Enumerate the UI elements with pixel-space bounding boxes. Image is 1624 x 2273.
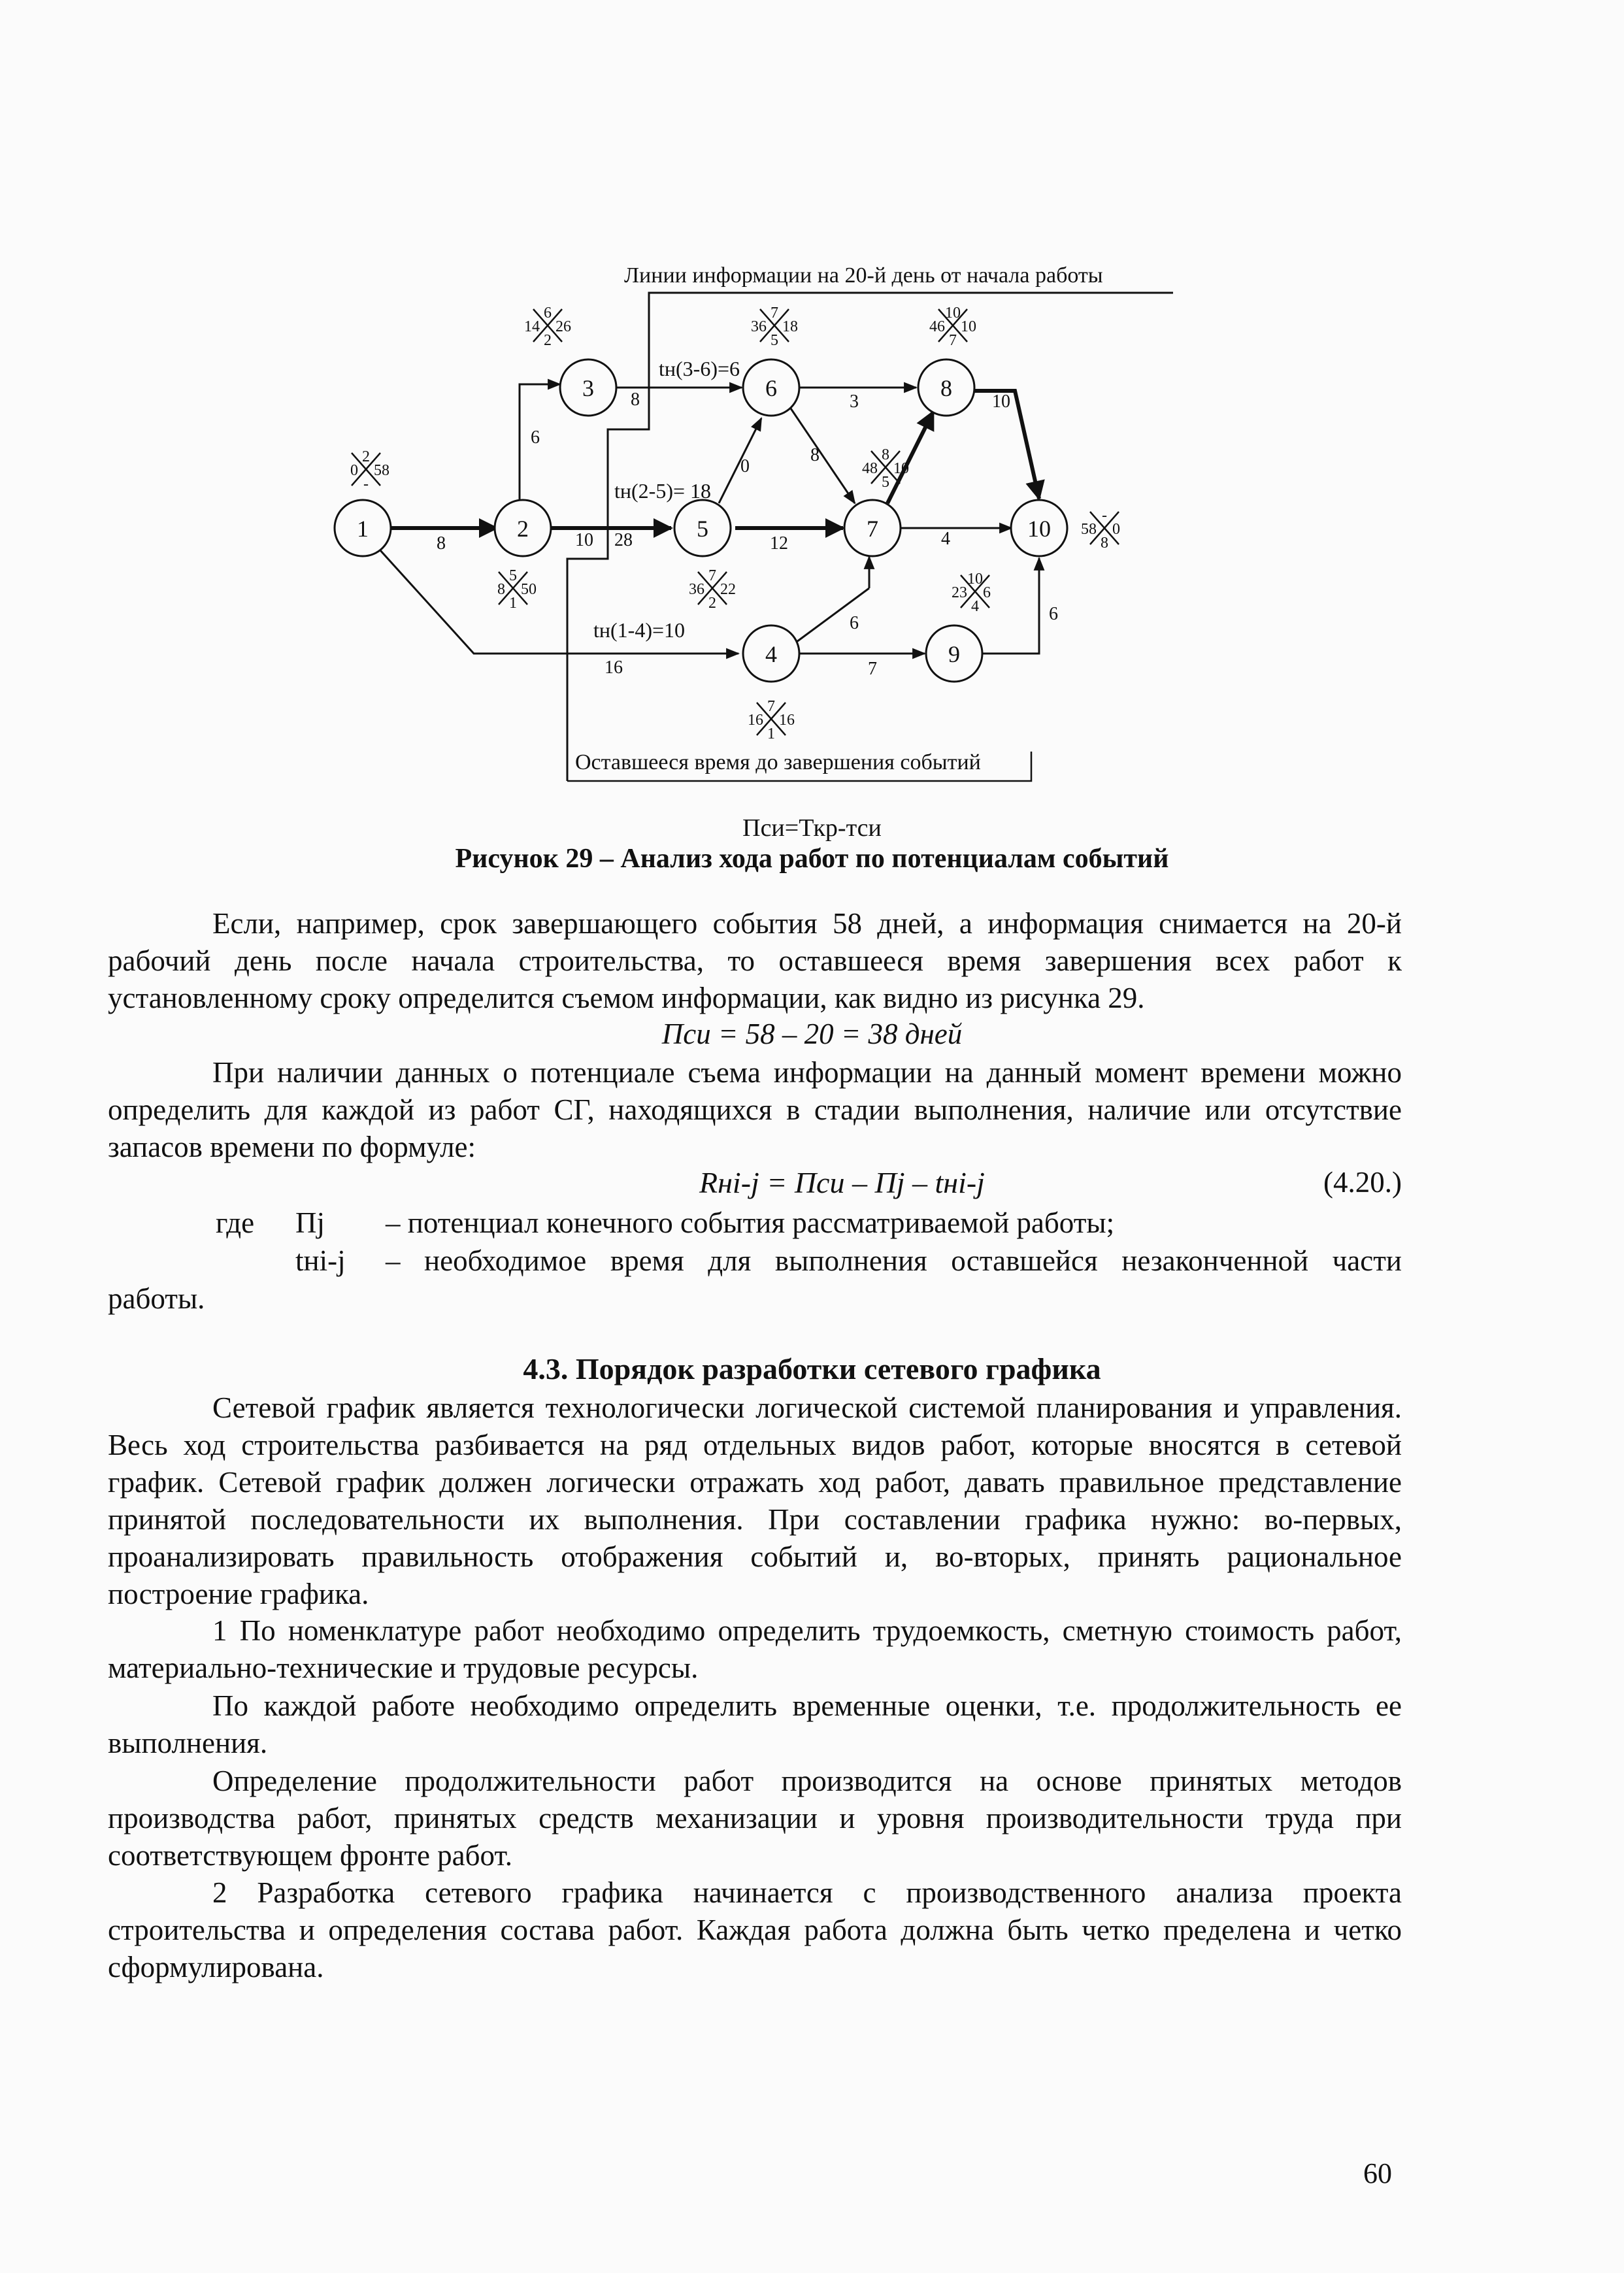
svg-text:5: 5 — [771, 332, 778, 349]
paragraph: При наличии данных о потенциале съема информации на данный момент времени можно определить для каждой из работ СГ, находящихся в стадии выполнения, наличие или отсутствие запасов времени по формуле: — [108, 1056, 1402, 1163]
event-mark-10 — [1081, 507, 1120, 552]
node-8-label: 8 — [940, 375, 952, 401]
node-3-label: 3 — [582, 375, 594, 401]
node-4-label: 4 — [765, 641, 777, 667]
svg-text:-: - — [363, 476, 369, 493]
svg-text:5: 5 — [509, 567, 517, 584]
svg-text:-: - — [1102, 507, 1107, 524]
figure-formula: Пси=Ткр-тси — [742, 814, 882, 842]
svg-text:6: 6 — [983, 584, 991, 601]
svg-text:8: 8 — [882, 446, 889, 463]
where-symbol: tнi-j — [295, 1244, 346, 1277]
svg-text:36: 36 — [689, 581, 704, 598]
svg-text:46: 46 — [929, 318, 945, 335]
svg-text:16: 16 — [748, 712, 763, 729]
node-6-label: 6 — [765, 375, 777, 401]
edge-6-7 — [791, 408, 855, 503]
edge-label: 10 — [992, 391, 1010, 412]
edge-label: 10 — [575, 530, 593, 550]
event-mark-8 — [929, 305, 976, 349]
edge-label: 16 — [605, 657, 623, 678]
info-line-label: Линии информации на 20-й день от начала работы — [624, 263, 1103, 288]
svg-text:10: 10 — [967, 571, 983, 588]
section-heading: 4.3. Порядок разработки сетевого графика — [523, 1352, 1101, 1385]
svg-text:8: 8 — [1101, 535, 1108, 552]
node-1-label: 1 — [357, 516, 369, 542]
svg-text:48: 48 — [862, 460, 878, 477]
event-mark-2 — [497, 567, 537, 612]
svg-text:10: 10 — [961, 318, 976, 335]
paragraph: Определение продолжительности работ производится на основе принятых методов производства работ, принятых средств механизации и уровня производительности труда при соответствующем фронте работ. — [108, 1765, 1402, 1872]
svg-text:7: 7 — [949, 332, 957, 349]
node-10-label: 10 — [1027, 516, 1051, 542]
edge-9-10 — [980, 558, 1039, 654]
remaining-time-3-6: tн(3-6)=6 — [659, 357, 740, 380]
event-mark-7 — [862, 446, 909, 491]
svg-text:10: 10 — [945, 305, 961, 322]
edge-2-3 — [520, 384, 560, 499]
svg-text:5: 5 — [882, 474, 889, 491]
svg-text:16: 16 — [779, 712, 795, 729]
node-5-label: 5 — [697, 516, 708, 542]
node-7-label: 7 — [867, 516, 878, 542]
svg-text:2: 2 — [708, 595, 716, 612]
svg-text:2: 2 — [362, 448, 370, 465]
event-mark-6 — [751, 305, 798, 349]
edge-label: 6 — [1049, 604, 1058, 624]
remaining-time-label: Оставшееся время до завершения событий — [575, 750, 981, 774]
event-mark-5 — [689, 567, 736, 612]
edge-label: 8 — [437, 533, 446, 554]
svg-text:4: 4 — [971, 598, 979, 615]
event-mark-3 — [524, 305, 571, 349]
where-definition-continuation: работы. — [108, 1282, 205, 1315]
svg-text:10: 10 — [893, 460, 909, 477]
paragraph: По каждой работе необходимо определить временные оценки, т.е. продолжительность ее выполнения. — [108, 1689, 1402, 1759]
event-mark-4 — [748, 698, 795, 742]
svg-text:18: 18 — [782, 318, 798, 335]
figure-caption: Рисунок 29 – Анализ хода работ по потенциалам событий — [455, 844, 1169, 874]
edge-label: 3 — [850, 391, 859, 412]
svg-text:0: 0 — [350, 462, 358, 479]
svg-text:8: 8 — [497, 581, 505, 598]
event-mark-9 — [952, 571, 991, 615]
edge-label: 0 — [740, 456, 750, 476]
edge-label: 4 — [941, 529, 950, 549]
svg-text:23: 23 — [952, 584, 967, 601]
svg-text:58: 58 — [1081, 521, 1097, 538]
svg-text:7: 7 — [708, 567, 716, 584]
edge-label: 8 — [631, 390, 640, 410]
svg-text:14: 14 — [524, 318, 540, 335]
svg-text:1: 1 — [509, 595, 517, 612]
edge-label: 7 — [868, 659, 877, 679]
page-number: 60 — [1363, 2157, 1392, 2189]
svg-text:36: 36 — [751, 318, 767, 335]
svg-text:58: 58 — [374, 462, 389, 479]
svg-text:22: 22 — [720, 581, 736, 598]
svg-text:50: 50 — [521, 581, 537, 598]
edge-label: 12 — [770, 533, 788, 554]
svg-text:7: 7 — [767, 698, 775, 715]
node-2-label: 2 — [517, 516, 529, 542]
edge-label: 28 — [614, 530, 633, 550]
edge-label: 8 — [810, 445, 820, 465]
paragraph: Если, например, срок завершающего события 58 дней, а информация снимается на 20-й рабочий день после начала строительства, то оставшееся время завершения всех работ к установленному сроку определится съемом информации, как видно из рисунка 29. — [108, 907, 1402, 1014]
paragraph: 1 По номенклатуре работ необходимо определить трудоемкость, сметную стоимость работ, материально-технические и трудовые ресурсы. — [108, 1614, 1402, 1684]
svg-text:1: 1 — [767, 725, 775, 742]
where-symbol: Пj — [295, 1206, 325, 1239]
svg-text:6: 6 — [544, 305, 552, 322]
edge-label: 6 — [850, 613, 859, 633]
node-9-label: 9 — [948, 641, 960, 667]
event-mark-1 — [350, 448, 389, 493]
paragraph: 2 Разработка сетевого графика начинается с производственного анализа проекта строительства и определения состава работ. Каждая работа должна быть четко пределена и четко сформулирована. — [108, 1876, 1402, 1983]
remaining-time-2-5: tн(2-5)= 18 — [614, 479, 712, 503]
svg-text:0: 0 — [1112, 521, 1120, 538]
remaining-time-1-4: tн(1-4)=10 — [593, 618, 686, 642]
where-label: где — [216, 1206, 255, 1239]
equation-reserve: Rнi-j = Пси – Пj – tнi-j — [699, 1166, 985, 1199]
where-definition: – необходимое время для выполнения оставшейся незаконченной части — [386, 1244, 1402, 1277]
where-definition: – потенциал конечного события рассматриваемой работы; — [386, 1206, 1115, 1239]
svg-text:26: 26 — [555, 318, 571, 335]
paragraph: Сетевой график является технологически логической системой планирования и управления. Весь ход строительства разбивается на ряд отдельных видов работ, которые вносятся в сетевой график. Сетевой график должен логически отражать ход работ, давать правильное представление принятой последовательности их выполнения. При составлении графика нужно: во-первых, проанализировать правильность отображения событий и, во-вторых, принять рациональное построение графика. — [108, 1391, 1402, 1610]
equation-remaining-time: Пси = 58 – 20 = 38 дней — [661, 1018, 963, 1050]
svg-text:7: 7 — [771, 305, 778, 322]
svg-text:2: 2 — [544, 332, 552, 349]
network-diagram — [0, 0, 1624, 915]
edge-label: 6 — [531, 427, 540, 448]
equation-number: (4.20.) — [1323, 1166, 1402, 1199]
